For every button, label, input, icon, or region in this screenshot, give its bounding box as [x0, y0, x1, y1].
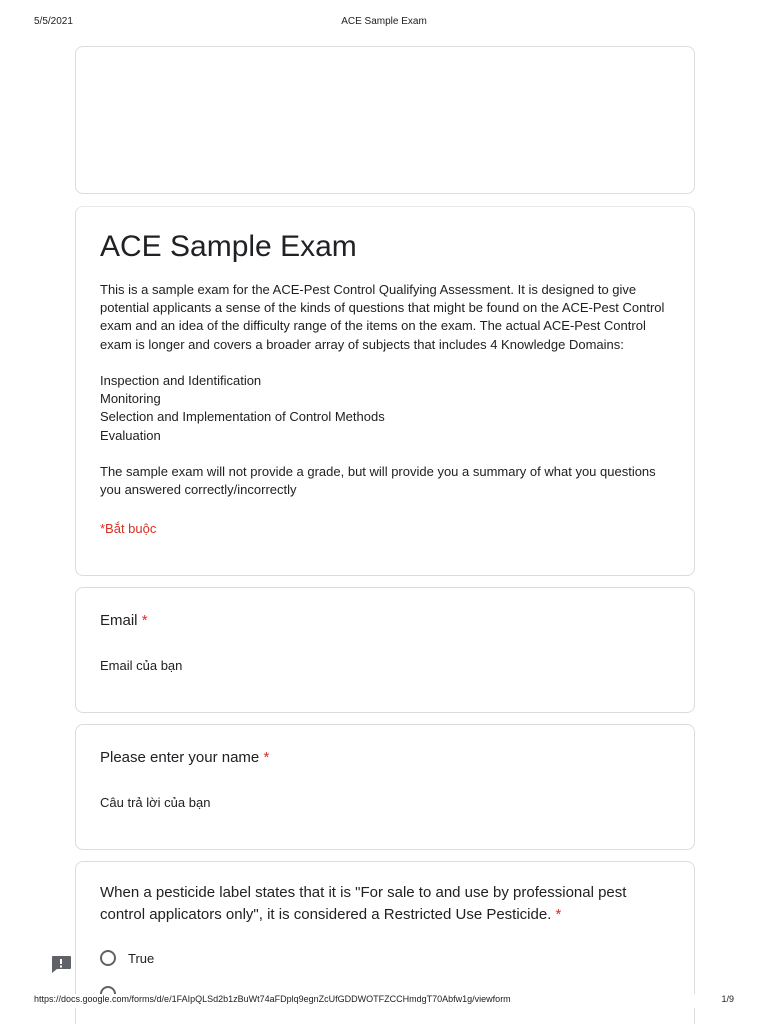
name-field[interactable]: Câu trả lời của bạn [100, 795, 211, 810]
email-question-card [75, 587, 695, 713]
page-url: https://docs.google.com/forms/d/e/1FAIpQLSd2b1zBuWt74aFDplq9egnZcUfGDDWOTFZCCHmdgT70Abfw1g/viewform [34, 994, 511, 1004]
name-label: Please enter your name [100, 749, 260, 766]
required-note: *Bắt buộc [100, 521, 157, 537]
radio-unchecked-icon[interactable] [100, 950, 116, 966]
print-header [0, 16, 768, 32]
email-field[interactable]: Email của bạn [100, 658, 183, 673]
required-star: * [555, 906, 562, 923]
name-question-title [100, 747, 670, 769]
header-banner-card [75, 46, 695, 194]
email-label: Email [100, 612, 138, 629]
form-title-card [75, 206, 695, 576]
email-question-title [100, 610, 670, 632]
feedback-icon[interactable] [50, 954, 72, 974]
option-true[interactable] [100, 950, 154, 966]
question-1-label: When a pesticide label states that it is "For sale to and use by professional pest control applicators only", it is considered a Restricted Use Pesticide. [100, 884, 627, 923]
name-question-card [75, 724, 695, 850]
required-star: * [141, 612, 148, 629]
question-1-title [100, 882, 660, 926]
option-true-label: True [128, 950, 155, 966]
form-title: ACE Sample Exam [100, 230, 357, 263]
required-star: * [263, 749, 270, 766]
page-number: 1/9 [721, 994, 734, 1004]
form-description: This is a sample exam for the ACE-Pest Control Qualifying Assessment. It is designed to give potential applicants a sense of the kinds of questions that might be found on the ACE-Pest Control exam and an idea of the difficulty range of the items on the exam. The actual ACE-Pest Control exam is longer and covers a broader array of subjects that includes 4 Knowledge Domains: Inspection and Identification Monitoring Selection and Implementation of Control Methods Evaluation The sample exam will not provide a grade, but will provide you a summary of what you questions you answered correctly/incorrectly [100, 282, 665, 498]
print-title: ACE Sample Exam [341, 16, 427, 27]
print-date: 5/5/2021 [34, 16, 73, 27]
print-footer [0, 994, 768, 1008]
